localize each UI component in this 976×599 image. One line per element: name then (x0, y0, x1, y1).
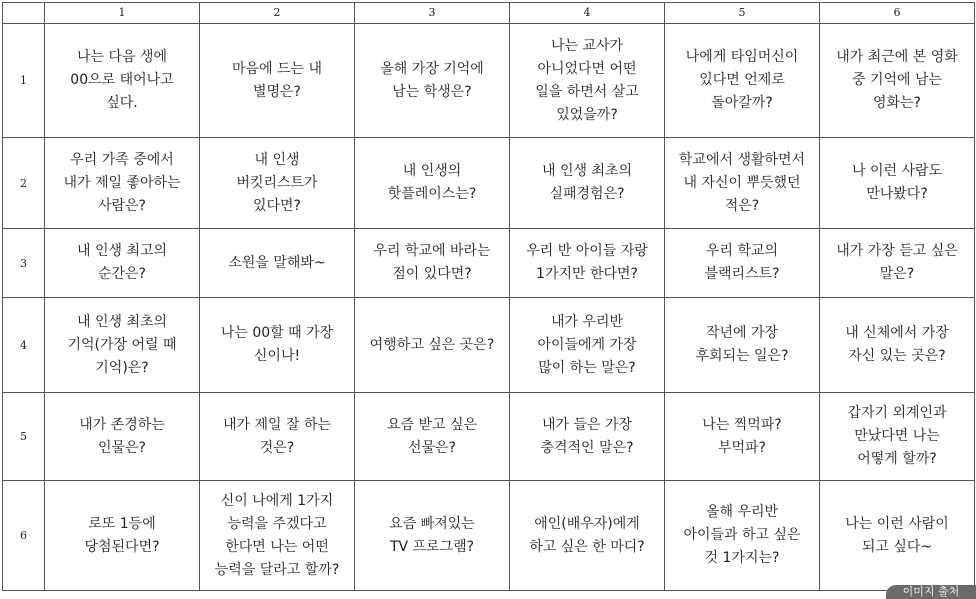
question-cell: 로또 1등에 당첨된다면? (45, 481, 200, 591)
question-cell: 소원을 말해봐~ (200, 229, 355, 298)
header-row (3, 3, 975, 24)
question-cell: 요즘 받고 싶은 선물은? (355, 393, 510, 481)
row-number: 2 (3, 138, 45, 229)
image-source-watermark: 이미지 출처 (886, 585, 976, 599)
question-cell: 나에게 타임머신이 있다면 언제로 돌아갈까? (665, 24, 820, 138)
column-header: 3 (355, 3, 510, 24)
column-header: 4 (510, 3, 665, 24)
question-cell: 나는 이런 사람이 되고 싶다~ (820, 481, 975, 591)
question-cell: 내 인생 최초의 기억(가장 어릴 때 기억)은? (45, 298, 200, 393)
row-number: 3 (3, 229, 45, 298)
column-header: 1 (45, 3, 200, 24)
question-cell: 우리 학교의 블랙리스트? (665, 229, 820, 298)
question-cell: 올해 가장 기억에 남는 학생은? (355, 24, 510, 138)
question-cell: 내 인생 최초의 실패경험은? (510, 138, 665, 229)
table-row (3, 393, 975, 481)
question-cell: 내가 최근에 본 영화 중 기억에 남는 영화는? (820, 24, 975, 138)
question-cell: 내 신체에서 가장 자신 있는 곳은? (820, 298, 975, 393)
question-cell: 내가 들은 가장 충격적인 말은? (510, 393, 665, 481)
question-cell: 내가 우리반 아이들에게 가장 많이 하는 말은? (510, 298, 665, 393)
question-cell: 여행하고 싶은 곳은? (355, 298, 510, 393)
question-cell: 학교에서 생활하면서 내 자신이 뿌듯했던 적은? (665, 138, 820, 229)
question-cell: 작년에 가장 후회되는 일은? (665, 298, 820, 393)
question-cell: 요즘 빠져있는 TV 프로그램? (355, 481, 510, 591)
table-row (3, 24, 975, 138)
column-header: 5 (665, 3, 820, 24)
question-cell: 내 인생 버킷리스트가 있다면? (200, 138, 355, 229)
question-cell: 내가 가장 듣고 싶은 말은? (820, 229, 975, 298)
corner-cell (3, 3, 45, 24)
row-number: 6 (3, 481, 45, 591)
question-cell: 내가 제일 잘 하는 것은? (200, 393, 355, 481)
question-cell: 갑자기 외계인과 만났다면 나는 어떻게 할까? (820, 393, 975, 481)
question-cell: 나 이런 사람도 만나봤다? (820, 138, 975, 229)
row-number: 1 (3, 24, 45, 138)
question-cell: 우리 가족 중에서 내가 제일 좋아하는 사람은? (45, 138, 200, 229)
question-cell: 우리 반 아이들 자랑 1가지만 한다면? (510, 229, 665, 298)
question-cell: 나는 다음 생에 00으로 태어나고 싶다. (45, 24, 200, 138)
question-cell: 나는 00할 때 가장 신이나! (200, 298, 355, 393)
question-cell: 애인(배우자)에게 하고 싶은 한 마디? (510, 481, 665, 591)
question-cell: 내 인생 최고의 순간은? (45, 229, 200, 298)
question-cell: 신이 나에게 1가지 능력을 주겠다고 한다면 나는 어떤 능력을 달라고 할까? (200, 481, 355, 591)
row-number: 4 (3, 298, 45, 393)
table-row (3, 229, 975, 298)
question-cell: 내 인생의 핫플레이스는? (355, 138, 510, 229)
question-cell: 내가 존경하는 인물은? (45, 393, 200, 481)
table-row (3, 138, 975, 229)
question-cell: 나는 교사가 아니었다면 어떤 일을 하면서 살고 있었을까? (510, 24, 665, 138)
table-row (3, 298, 975, 393)
column-header: 2 (200, 3, 355, 24)
question-cell: 우리 학교에 바라는 점이 있다면? (355, 229, 510, 298)
table-row (3, 481, 975, 591)
question-grid (2, 2, 975, 591)
question-cell: 올해 우리반 아이들과 하고 싶은 것 1가지는? (665, 481, 820, 591)
column-header: 6 (820, 3, 975, 24)
row-number: 5 (3, 393, 45, 481)
question-cell: 마음에 드는 내 별명은? (200, 24, 355, 138)
question-cell: 나는 찍먹파? 부먹파? (665, 393, 820, 481)
